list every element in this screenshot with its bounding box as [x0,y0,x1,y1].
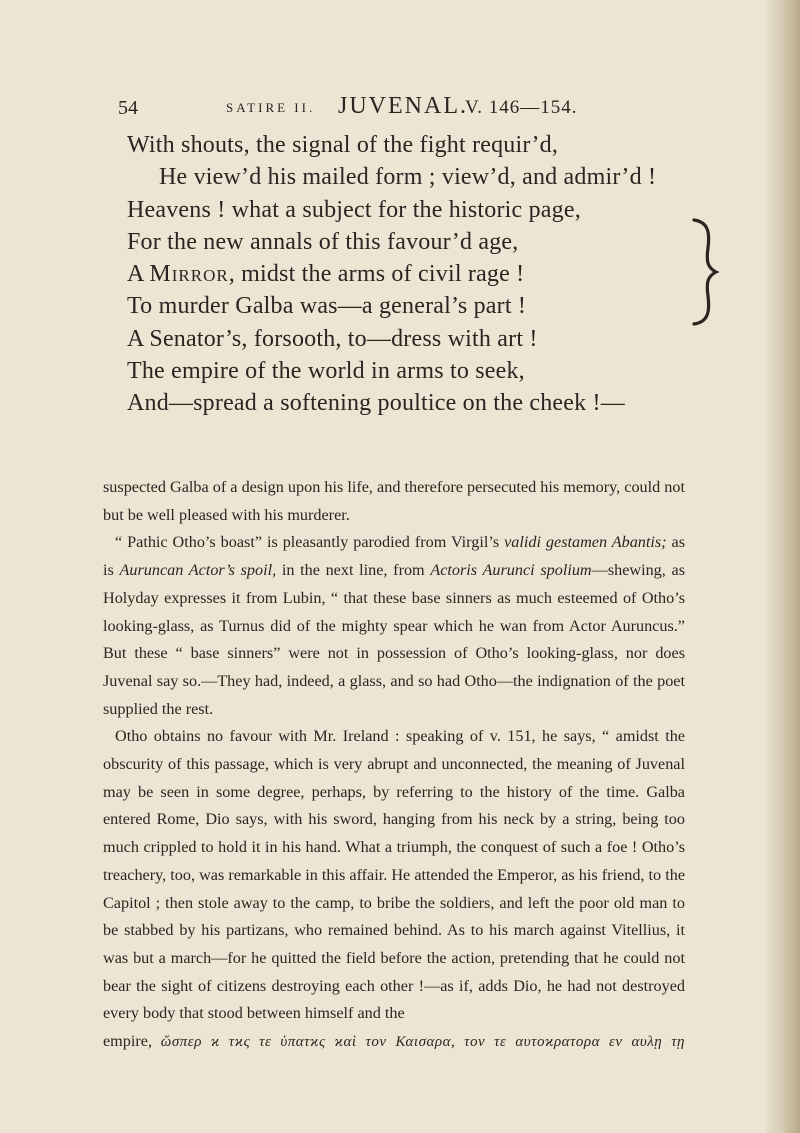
page-edge-shadow [766,0,800,1133]
greek-quotation: ὥσπερ ϰ τϰς τε ὑπατϰς ϰαὶ τον Καισαρα, τον τε αυτοϰρατορα εν αυλῃ τῃ [160,1034,686,1051]
verse-block [127,129,687,420]
verse-line: Heavens ! what a subject for the historic page, [127,196,581,223]
verse-line: The empire of the world in arms to seek, [127,358,525,385]
verse-line: A Senator’s, forsooth, to—dress with art ! [127,325,538,352]
author-title: JUVENAL. [338,93,468,119]
verse-line: With shouts, the signal of the fight requir’d, [127,132,559,158]
verse-word: A [127,261,144,288]
paragraph: Otho obtains no favour with Mr. Ireland : speaking of v. 151, he says, “ amidst the obscurity of this passage, which is very abrupt and unconnected, the meaning of Juvenal may be seen in some degree, perhaps, by referring to the history of the time. Galba entered Rome, Dio says, with his sword, hanging from his neck by a string, being too much crippled to hold it in his hand. What a triumph, the conquest of such a foe ! Otho’s treachery, too, was remarkable in this affair. He attended the Emperor, as his friend, to the Capitol ; then stole away to the camp, to bribe the soldiers, and left the poor old man to be stabbed by his partizans, who remained behind. As to his march against Vitellius, it was but a march—for he quitted the field before the action, pretending that he could not bear the sight of citizens destroying each other !—as if, adds Dio, he had not destroyed every body that stood between himself and the [103,727,685,1023]
curly-brace-icon [690,218,720,326]
verse-word: , midst the arms of civil rage ! [228,261,525,288]
page-number: 54 [118,97,138,119]
running-header [118,93,618,127]
section-label: SATIRE II. [226,100,316,115]
verse-small-caps-word: Mirror [149,261,229,288]
paragraph: “ Pathic Otho’s boast” is pleasantly parodied from Virgil’s validi gestamen Abantis; as is Auruncan Actor’s spoil, in the next line, from Actoris Aurunci spolium—shewing, as Holyday expresses it from Lubin, “ that these base sinners as much esteemed of Otho’s looking-glass, as Turnus did of the mighty spear which he wan from Actor Auruncus.” But these “ base sinners” were not in possession of Otho’s looking-glass, nor does Juvenal say so.—They had, indeed, a glass, and so had Otho—the indignation of the poet supplied the rest. [103,533,685,718]
verse-line: And—spread a softening poultice on the cheek !— [127,390,625,417]
verse-line [127,258,687,290]
verse-line: To murder Galba was—a general’s part ! [127,293,527,320]
verse-reference: V. 146—154. [465,97,578,118]
paragraph-greek-line: empire, ὥσπερ ϰ τϰς τε ὑπατϰς ϰαὶ τον Καισαρα, τον τε αυτοϰρατορα εν αυλῃ τῃ [103,1032,686,1051]
paragraph: suspected Galba of a design upon his life, and therefore persecuted his memory, could not but be well pleased with his murderer. [103,478,685,524]
verse-line: He view’d his mailed form ; view’d, and admir’d ! [159,164,657,191]
verse-line: For the new annals of this favour’d age, [127,228,519,255]
commentary-text [103,474,685,1057]
